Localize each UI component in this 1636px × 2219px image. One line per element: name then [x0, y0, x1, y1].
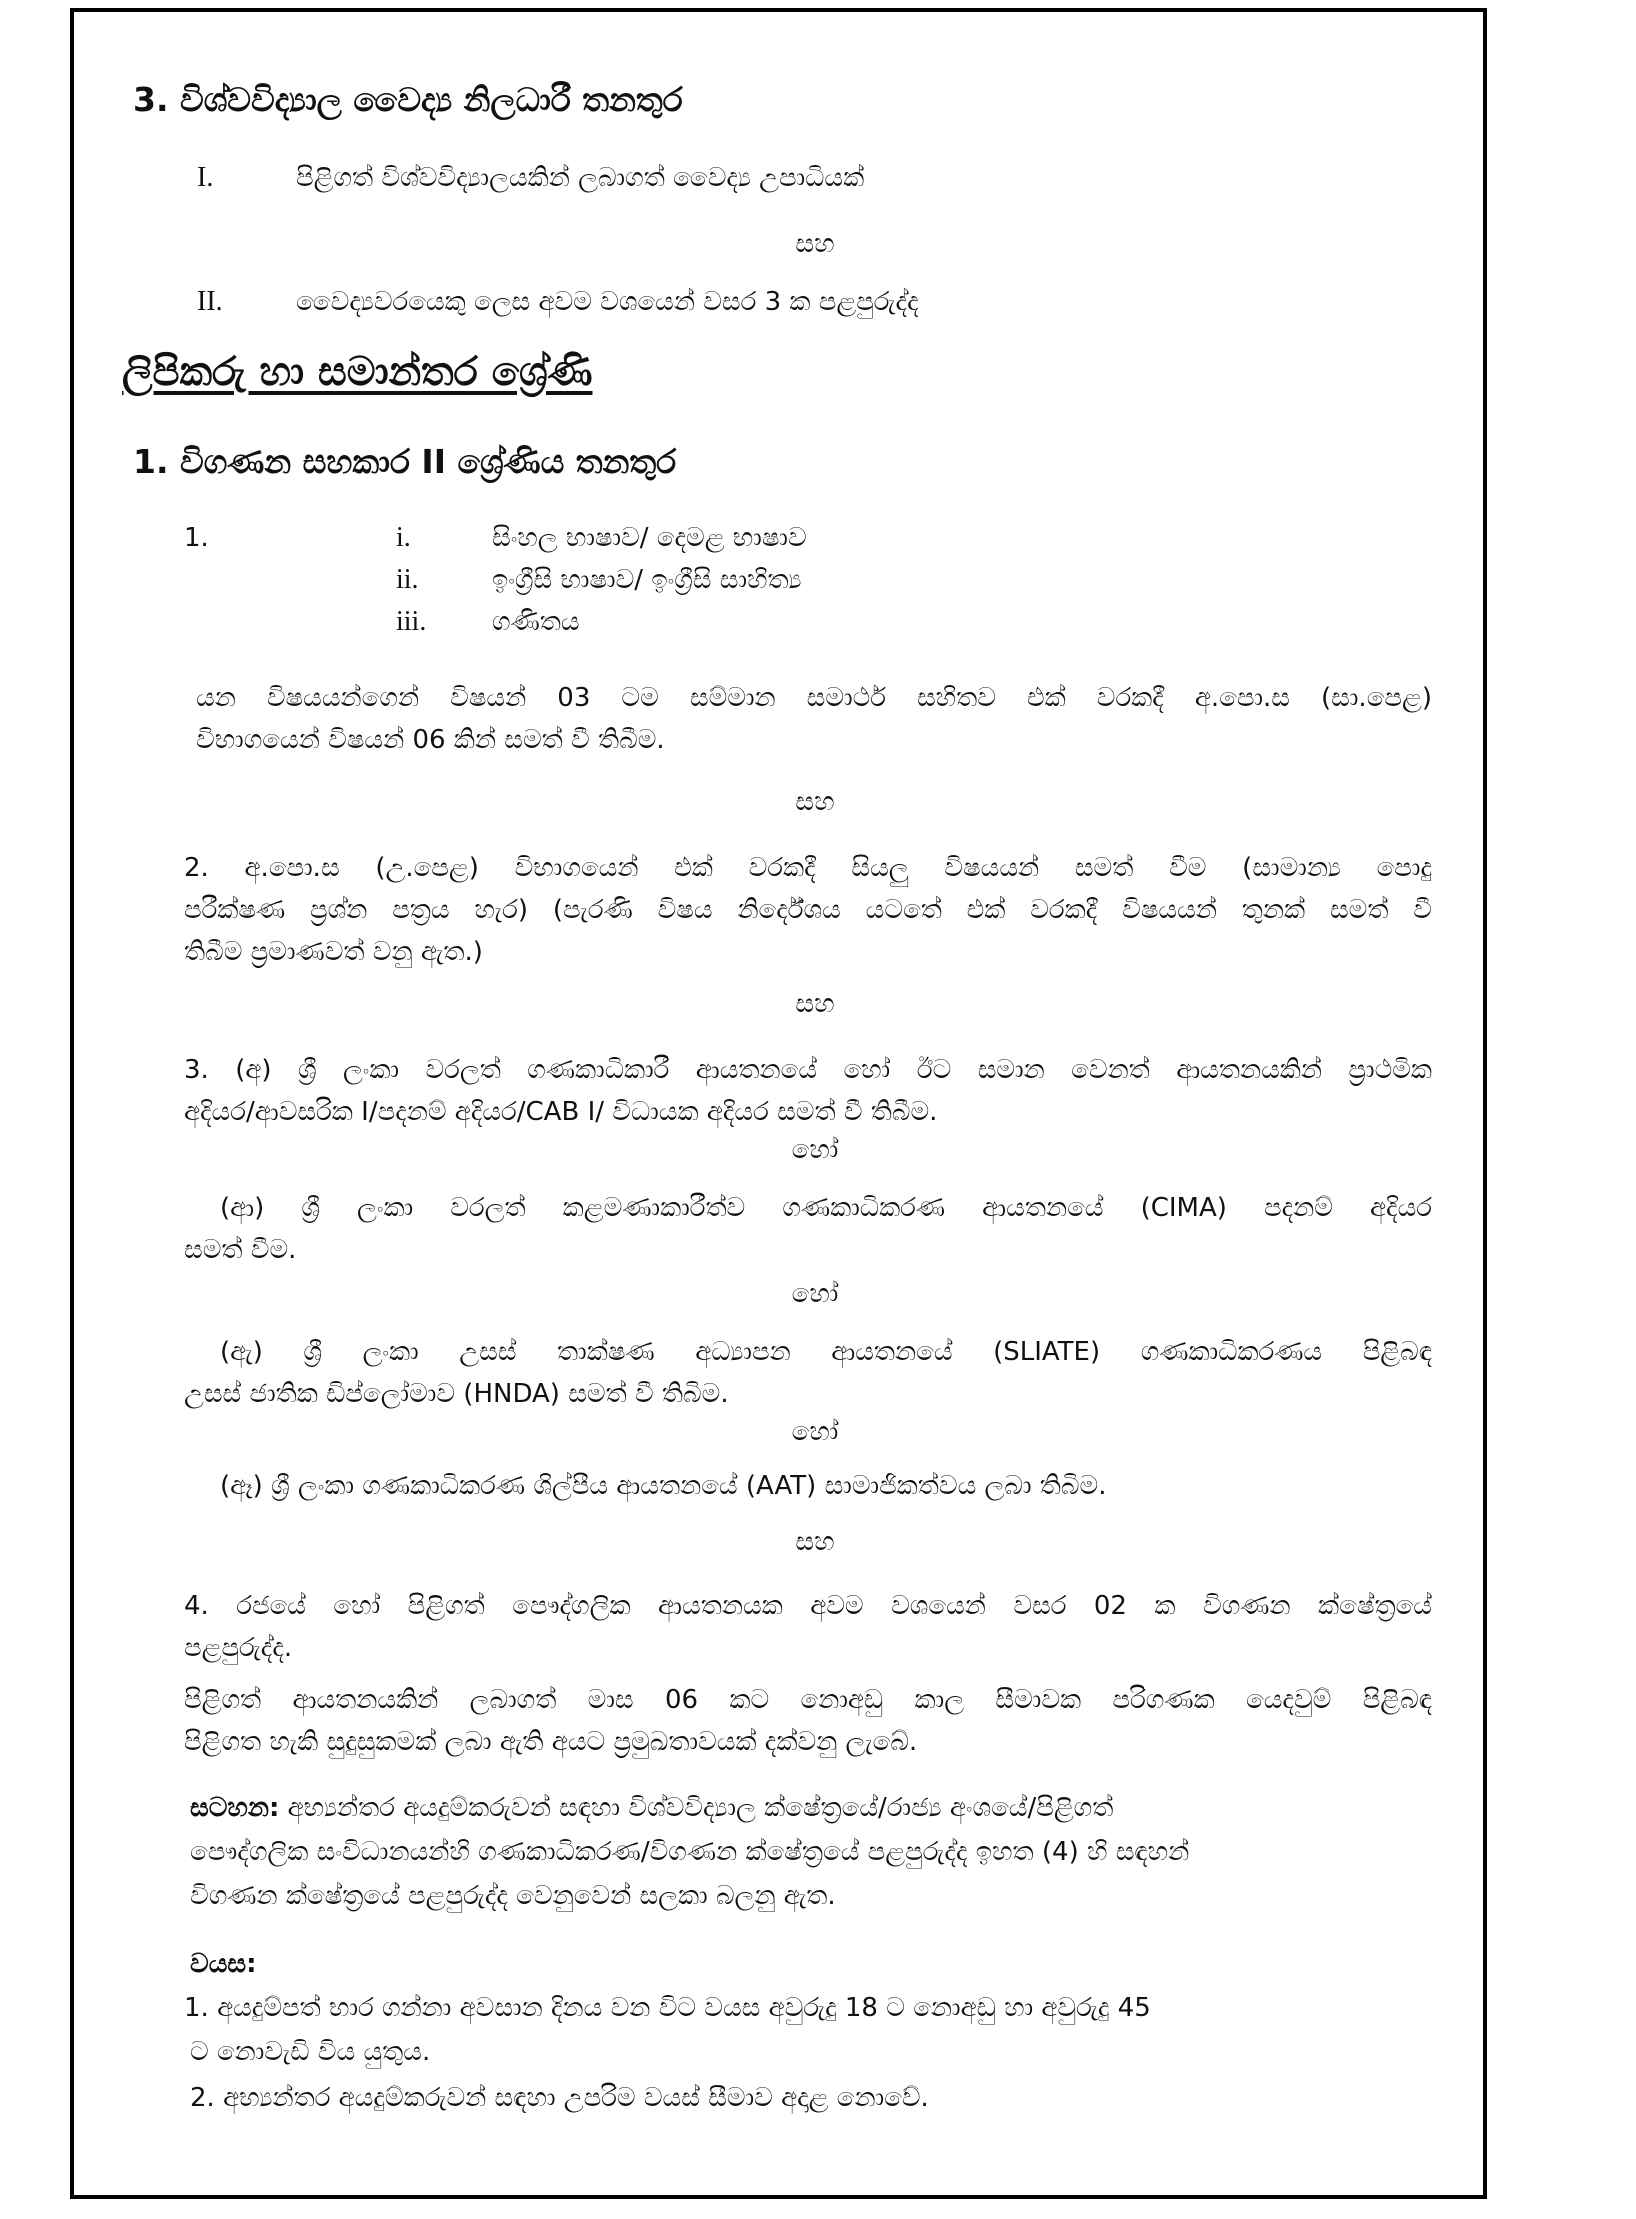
subject-numeral: i. — [396, 522, 411, 553]
subject-numeral: iii. — [396, 606, 427, 637]
qualification-number: 1. — [184, 523, 209, 553]
connector-and: සහ — [795, 989, 835, 1019]
age-item: 1. අයදුම්පත් භාර ගන්නා අවසාන දිනය වන විට වයස අවුරුදු 18 ට නොඅඩු හා අවුරුදු 45 — [184, 1993, 1151, 2023]
age-label: වයස: — [190, 1949, 257, 1979]
subject-item: සිංහල භාෂාව/ දෙමළ භාෂාව — [492, 523, 807, 553]
age-item: ට නොවැඩි විය යුතුය. — [190, 2037, 431, 2067]
section-title: 3. විශ්වවිද්‍යාල වෛද්‍ය නිලධාරී තනතුර — [133, 80, 683, 119]
paragraph-line: පරීක්ෂණ ප්‍රශ්න පත්‍රය හැර) (පැරණි විෂය නිර්දේශය යටතේ එක් වරකදී විෂයයන් තුනක් සමත් වී — [184, 895, 1432, 925]
subject-item: ගණිතය — [492, 607, 580, 637]
connector-or: හෝ — [791, 1279, 839, 1309]
list-numeral: I. — [197, 162, 214, 193]
post-title: 1. විගණන සහකාර II ශ්‍රේණිය තනතුර — [133, 442, 677, 481]
note-line: විගණන ක්ෂේත්‍රයේ පළපුරුද්ද වෙනුවෙන් සලකා බලනු ඇත. — [190, 1881, 836, 1911]
paragraph-line: (ආ) ශ්‍රී ලංකා වරලත් කළමණාකාරීත්ව ගණකාධිකරණ ආයතනයේ (CIMA) පදනම් අදියර — [220, 1193, 1432, 1223]
connector-and: සහ — [795, 787, 835, 817]
paragraph-line: අදියර/ආවසරික I/පදනම් අදියර/CAB I/ විධායක අදියර සමත් වී තිබීම. — [184, 1097, 938, 1127]
connector-and: සහ — [795, 229, 835, 259]
paragraph-line: (ඇ) ශ්‍රී ලංකා උසස් තාක්ෂණ අධ්‍යාපන ආයතනයේ (SLIATE) ගණකාධිකරණය පිළිබඳ — [220, 1337, 1432, 1367]
connector-and: සහ — [795, 1527, 835, 1557]
age-item: 2. අභ්‍යන්තර අයදුම්කරුවන් සඳහා උපරිම වයස් සීමාව අදාළ නොවේ. — [190, 2083, 929, 2113]
paragraph-line: 2. අ.පො.ස (උ.පෙළ) විභාගයෙන් එක් වරකදී සියලු විෂයයන් සමත් වීම (සාමාන්‍ය පොදු — [184, 853, 1432, 883]
list-item: වෛද්‍යවරයෙකු ලෙස අවම වශයෙන් වසර 3 ක පළපුරුද්ද — [296, 287, 919, 317]
section-heading: ලිපිකරු හා සමාන්තර ශ්‍රේණි — [122, 349, 593, 395]
paragraph-line: පළපුරුද්ද. — [184, 1633, 293, 1663]
paragraph-line: විභාගයෙන් විෂයන් 06 කින් සමත් වී තිබීම. — [196, 725, 665, 755]
note-line: පෞද්ගලික සංවිධානයන්හි ගණකාධිකරණ/විගණන ක්ෂේත්‍රයේ පළපුරුද්ද ඉහත (4) හි සඳහන් — [190, 1837, 1190, 1867]
paragraph-line: (ඈ) ශ්‍රී ලංකා ගණකාධිකරණ ශිල්පීය ආයතනයේ (AAT) සාමාජිකත්වය ලබා තිබිම. — [220, 1471, 1107, 1501]
note-text: අභ්‍යන්තර අයදුම්කරුවන් සඳහා විශ්වවිද්‍යාල ක්ෂේත්‍රයේ/රාජ්‍ය අංශයේ/පිළිගත් — [279, 1793, 1114, 1823]
paragraph-line: උසස් ජාතික ඩිප්ලෝමාව (HNDA) සමත් වී තිබිම. — [184, 1379, 729, 1409]
paragraph-line: 3. (අ) ශ්‍රී ලංකා වරලත් ගණකාධිකාරී ආයතනයේ හෝ ඊට සමාන වෙනත් ආයතනයකින් ප්‍රාථමික — [184, 1055, 1432, 1085]
connector-or: හෝ — [791, 1135, 839, 1165]
note-label: සටහන: — [190, 1793, 280, 1823]
paragraph-line: පිළිගත හැකි සුදුසුකමක් ලබා ඇති අයට ප්‍රමුඛතාවයක් දක්වනු ලැබේ. — [184, 1727, 918, 1757]
note-line — [190, 1790, 1113, 1826]
list-numeral: II. — [197, 286, 223, 317]
paragraph-line: යන විෂයයන්ගෙන් විෂයන් 03 ටම සම්මාන සමාර්ථ සහිතව එක් වරකදී අ.පො.ස (සා.පෙළ) — [196, 683, 1432, 713]
paragraph-line: තිබීම ප්‍රමාණවත් වනු ඇත.) — [184, 937, 483, 967]
paragraph-line: පිළිගත් ආයතනයකින් ලබාගත් මාස 06 කට නොඅඩු කාල සීමාවක පරිගණක යෙදවුම් පිළිබඳ — [184, 1685, 1432, 1715]
connector-or: හෝ — [791, 1417, 839, 1447]
paragraph-line: සමත් වීම. — [184, 1235, 297, 1265]
subject-item: ඉංග්‍රීසි භාෂාව/ ඉංග්‍රීසි සාහිත්‍ය — [492, 565, 802, 595]
subject-numeral: ii. — [396, 564, 419, 595]
list-item: පිළිගත් විශ්වවිද්‍යාලයකින් ලබාගත් වෛද්‍ය උපාධියක් — [296, 163, 865, 193]
paragraph-line: 4. රජයේ හෝ පිළිගත් පෞද්ගලික ආයතනයක අවම වශයෙන් වසර 02 ක විගණන ක්ෂේත්‍රයේ — [184, 1591, 1432, 1621]
